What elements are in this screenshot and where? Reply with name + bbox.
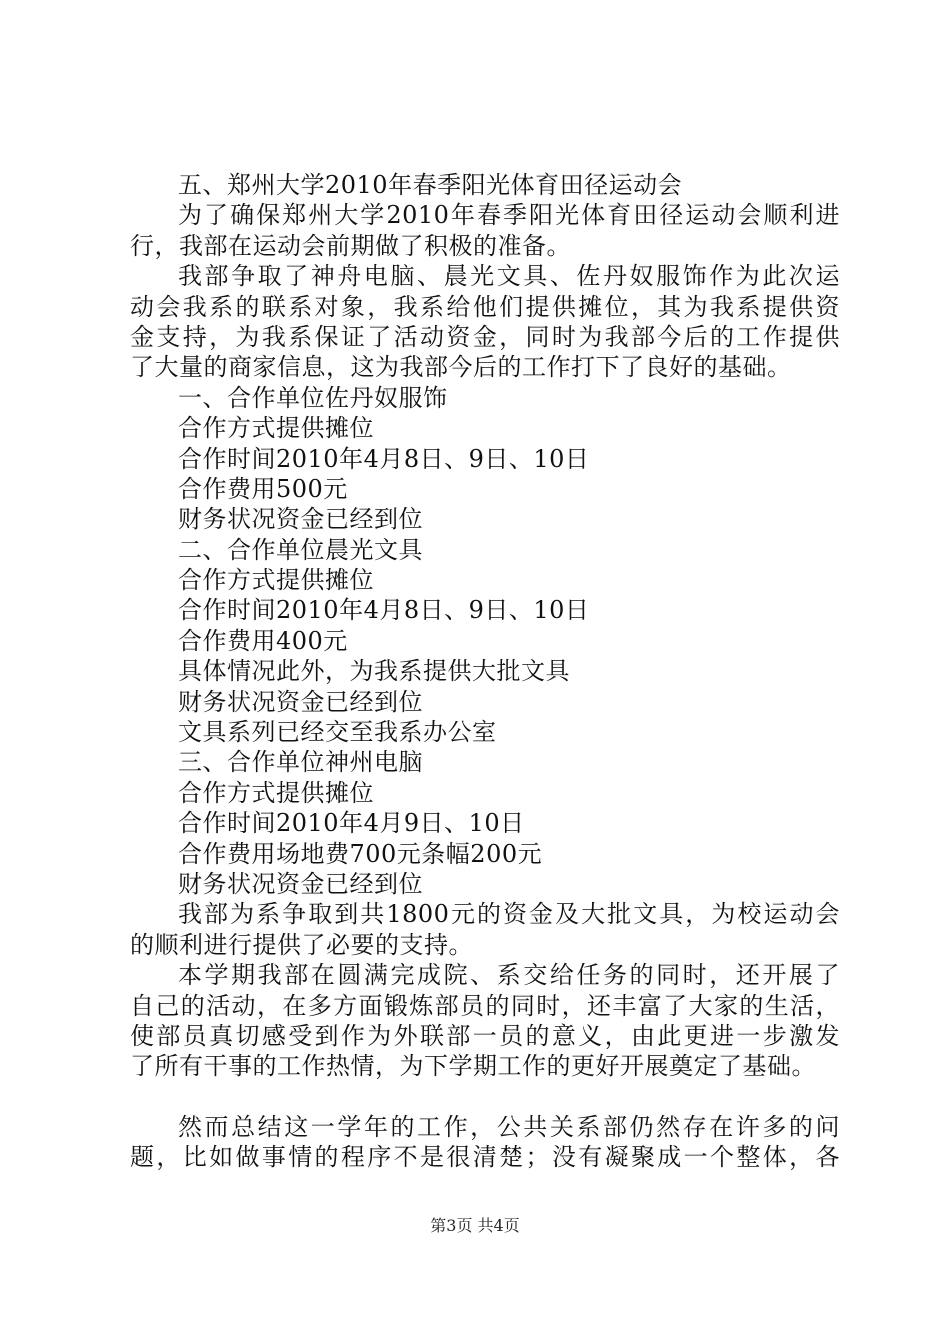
paragraph-line: 动会我系的联系对象，我系给他们提供摊位，其为我系提供资 <box>130 292 840 321</box>
paragraph-gap <box>130 1082 840 1112</box>
list-item: 财务状况资金已经到位 <box>178 869 423 898</box>
list-item: 合作时间2010年4月9日、10日 <box>178 809 525 838</box>
paragraph-line: 使部员真切感受到作为外联部一员的意义，由此更进一步激发 <box>130 1021 840 1050</box>
page-number: 第3页 共4页 <box>430 1216 520 1235</box>
partner-heading: 三、合作单位神州电脑 <box>178 748 423 777</box>
list-item: 合作费用500元 <box>178 474 348 503</box>
paragraph-line: 我部争取了神舟电脑、晨光文具、佐丹奴服饰作为此次运 <box>178 262 840 291</box>
list-item: 合作费用400元 <box>178 626 348 655</box>
list-item: 财务状况资金已经到位 <box>178 505 423 534</box>
paragraph-line: 自己的活动，在多方面锻炼部员的同时，还丰富了大家的生活， <box>130 991 840 1020</box>
list-item: 合作方式提供摊位 <box>178 778 374 807</box>
paragraph-line: 了大量的商家信息，这为我部今后的工作打下了良好的基础。 <box>130 353 792 382</box>
document-body <box>130 170 840 1173</box>
list-item: 合作时间2010年4月8日、9日、10日 <box>178 596 590 625</box>
paragraph-line: 的顺利进行提供了必要的支持。 <box>130 930 473 959</box>
list-item: 财务状况资金已经到位 <box>178 687 423 716</box>
list-item: 合作方式提供摊位 <box>178 566 374 595</box>
paragraph-line: 我部为系争取到共1800元的资金及大批文具，为校运动会 <box>178 900 840 929</box>
list-item: 具体情况此外，为我系提供大批文具 <box>178 657 570 686</box>
section-heading: 五、郑州大学2010年春季阳光体育田径运动会 <box>178 171 683 199</box>
paragraph-line: 然而总结这一学年的工作，公共关系部仍然存在许多的问 <box>178 1112 840 1141</box>
list-item: 合作时间2010年4月8日、9日、10日 <box>178 444 590 473</box>
paragraph-line: 行，我部在运动会前期做了积极的准备。 <box>130 231 571 260</box>
partner-heading: 二、合作单位晨光文具 <box>178 535 423 564</box>
list-item: 文具系列已经交至我系办公室 <box>178 718 497 747</box>
list-item: 合作方式提供摊位 <box>178 414 374 443</box>
paragraph-line: 题，比如做事情的程序不是很清楚；没有凝聚成一个整体，各 <box>130 1143 840 1172</box>
list-item: 合作费用场地费700元条幅200元 <box>178 839 543 868</box>
paragraph-line: 为了确保郑州大学2010年春季阳光体育田径运动会顺利进 <box>178 201 840 230</box>
paragraph-line: 本学期我部在圆满完成院、系交给任务的同时，还开展了 <box>178 961 840 990</box>
partner-heading: 一、合作单位佐丹奴服饰 <box>178 383 448 412</box>
paragraph-line: 了所有干事的工作热情，为下学期工作的更好开展奠定了基础。 <box>130 1052 816 1081</box>
paragraph-line: 金支持，为我系保证了活动资金，同时为我部今后的工作提供 <box>130 322 840 351</box>
